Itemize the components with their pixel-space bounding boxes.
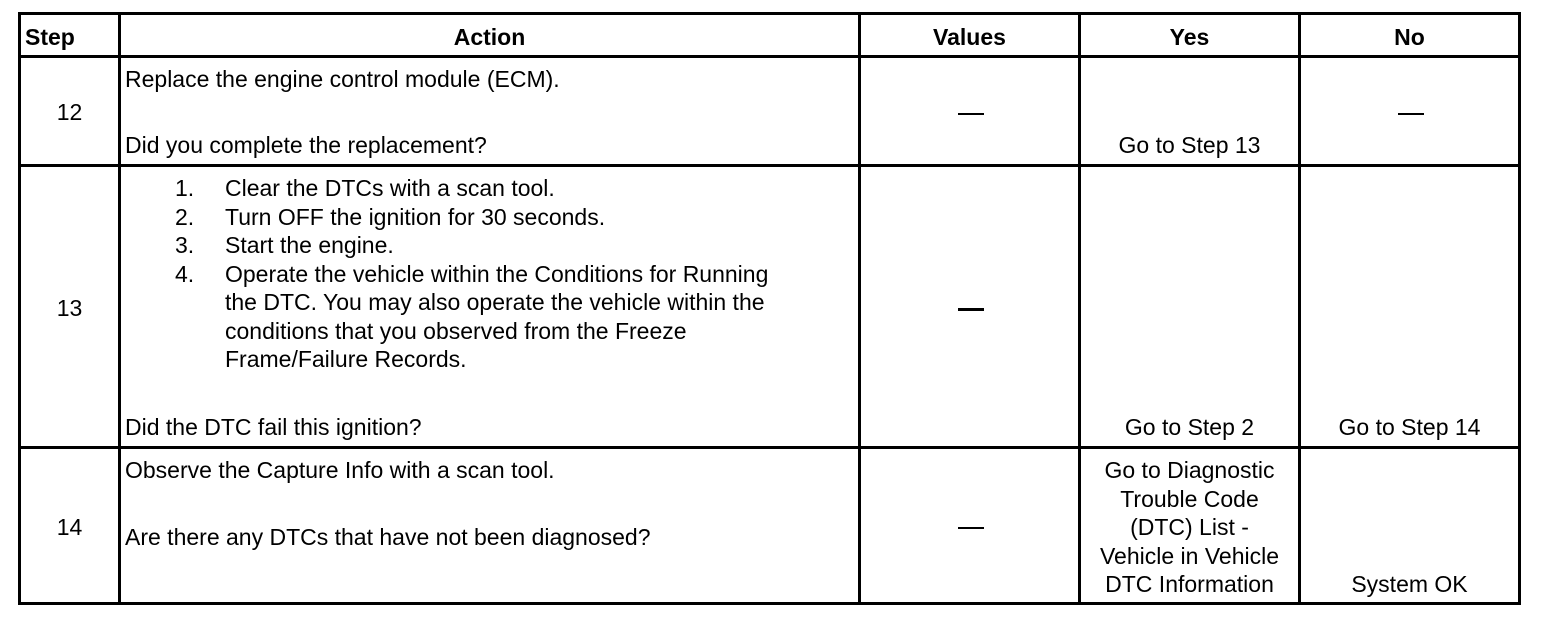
yes-link[interactable]: Go to Step 2 <box>1124 414 1255 440</box>
row-step-number: 12 <box>56 99 83 125</box>
header-no: No <box>1394 24 1425 50</box>
link-line: Trouble Code <box>1120 485 1259 512</box>
header-yes-cell <box>1078 12 1301 58</box>
yes-link[interactable]: Go to Step 13 <box>1118 132 1261 158</box>
row-12-no-cell <box>1298 55 1521 167</box>
em-dash <box>1398 113 1424 115</box>
item-text: Frame/Failure Records. <box>225 346 467 372</box>
row-13-yes-cell <box>1078 164 1301 449</box>
row-12-step-cell <box>18 55 121 167</box>
item-text: Start the engine. <box>225 232 394 258</box>
row-14-yes-cell <box>1078 446 1301 605</box>
item-text: Clear the DTCs with a scan tool. <box>225 175 555 201</box>
item-number: 4. <box>175 260 195 287</box>
no-link[interactable]: Go to Step 14 <box>1338 414 1481 440</box>
link-line: DTC Information <box>1105 571 1274 597</box>
action-question: Are there any DTCs that have not been diagnosed? <box>125 524 651 550</box>
action-instruction: Observe the Capture Info with a scan tool. <box>125 457 555 483</box>
action-instruction: Replace the engine control module (ECM). <box>125 66 560 92</box>
item-text: the DTC. You may also operate the vehicle within the <box>225 289 765 315</box>
link-line: Go to Diagnostic <box>1104 457 1275 483</box>
item-text: Operate the vehicle within the Conditions for Running <box>225 260 769 287</box>
row-12-action-cell <box>118 55 861 167</box>
header-values: Values <box>933 24 1006 50</box>
row-13-no-cell <box>1298 164 1521 449</box>
row-12-values-cell <box>858 55 1081 167</box>
header-action: Action <box>453 24 526 50</box>
row-13-action-cell <box>118 164 861 449</box>
item-number: 3. <box>175 232 195 258</box>
procedure-list <box>125 174 768 374</box>
em-dash <box>958 308 984 311</box>
header-yes: Yes <box>1169 24 1210 50</box>
header-step-cell <box>18 12 121 58</box>
action-question: Did the DTC fail this ignition? <box>125 414 422 440</box>
link-line: Vehicle in Vehicle <box>1099 542 1279 569</box>
item-text: Turn OFF the ignition for 30 seconds. <box>225 203 606 230</box>
row-14-no-cell <box>1298 446 1521 605</box>
header-step: Step <box>25 24 75 50</box>
no-result: System OK <box>1351 571 1468 597</box>
row-14-action-cell <box>118 446 861 605</box>
item-number: 2. <box>175 203 195 230</box>
row-14-values-cell <box>858 446 1081 605</box>
header-no-cell <box>1298 12 1521 58</box>
item-number: 1. <box>175 175 195 201</box>
row-step-number: 13 <box>56 295 83 321</box>
item-text: conditions that you observed from the Freeze <box>225 317 687 344</box>
header-action-cell <box>118 12 861 58</box>
action-question: Did you complete the replacement? <box>125 132 487 158</box>
procedure-item <box>125 203 768 232</box>
row-12-yes-cell <box>1078 55 1301 167</box>
procedure-item <box>125 231 768 260</box>
header-values-cell <box>858 12 1081 58</box>
procedure-item <box>125 174 768 203</box>
row-step-number: 14 <box>56 514 83 540</box>
em-dash <box>958 113 984 115</box>
em-dash <box>958 527 984 529</box>
row-14-step-cell <box>18 446 121 605</box>
yes-link[interactable] <box>1081 456 1298 599</box>
procedure-item <box>125 260 768 374</box>
row-13-values-cell <box>858 164 1081 449</box>
link-line: (DTC) List - <box>1130 514 1249 540</box>
row-13-step-cell <box>18 164 121 449</box>
